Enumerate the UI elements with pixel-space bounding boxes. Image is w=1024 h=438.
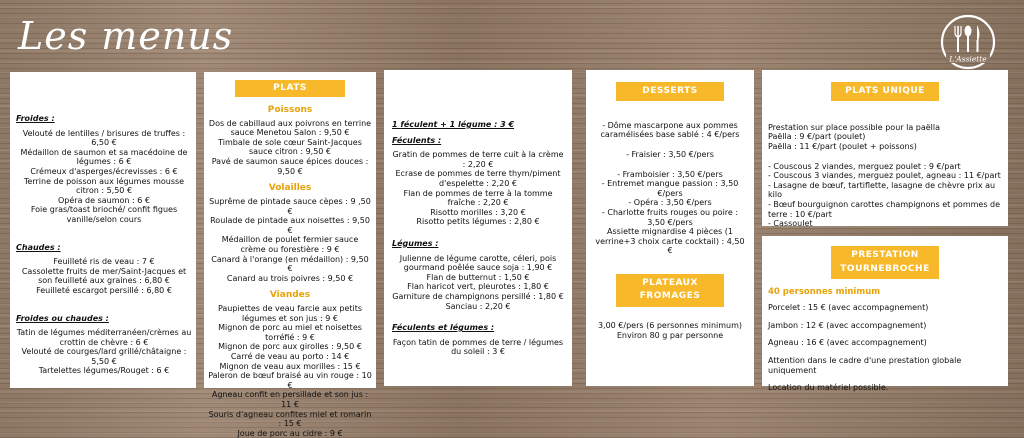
formula-title: 1 féculent + 1 légume : 3 € (392, 120, 515, 129)
list-item: - Lasagne de bœuf, tartiflette, lasagne de chèvre prix au kilo (768, 180, 996, 200)
chaudes-list (16, 257, 192, 295)
feculents-legumes-list (392, 338, 564, 357)
desserts-banner: DESSERTS (616, 82, 724, 101)
list-item: Sanciau : 2,20 € (445, 301, 511, 311)
list-item: Flan de pommes de terre à la tomme fraîche : 2,20 € (403, 188, 553, 208)
list-item: Opéra de saumon : 6 € (58, 195, 150, 205)
plateaux-banner (616, 274, 724, 307)
list-item: Agneau confit en persillade et son jus : 11 € (211, 390, 369, 410)
list-item: - Opéra : 3,50 €/pers (628, 198, 712, 208)
list-item: Environ 80 g par personne (616, 330, 724, 340)
list-item: Velouté de courges/lard grillé/châtaigne : 5,50 € (21, 347, 187, 366)
assiette-logo (940, 14, 996, 70)
list-item: - Framboisier : 3,50 €/pers (617, 169, 723, 179)
list-item: Paleron de bœuf braisé au vin rouge : 10 € (208, 371, 372, 390)
list-item: Canard à l'orange (en médaillon) : 9,50 € (211, 254, 369, 274)
desserts-list (592, 121, 748, 256)
list-item: Façon tatin de pommes de terre / légumes du soleil : 3 € (392, 337, 564, 357)
plats-banner: PLATS (235, 80, 345, 97)
prestation-banner-line2: TOURNEBROCHE (840, 263, 930, 274)
list-item: Paupiettes de veau farcie aux petits légumes et son jus : 9 € (217, 304, 363, 323)
list-item: - Fraisier : 3,50 €/pers (626, 149, 714, 159)
list-item: Porcelet : 15 € (avec accompagnement) (768, 303, 929, 313)
list-item: Gratin de pommes de terre cuit à la crème : 2,20 € (392, 150, 564, 169)
list-item: Julienne de légume carotte, céleri, pois gourmand poêlée sauce soja : 1,90 € (399, 253, 557, 273)
list-item: Paëlla : 9 €/part (poulet) (768, 132, 866, 142)
list-item: Tatin de légumes méditerranéen/crèmes au crottin de chèvre : 6 € (16, 328, 192, 347)
froides-chaudes-list (16, 328, 192, 376)
desserts-panel (586, 70, 754, 386)
prestation-banner (831, 246, 939, 279)
minimum-label: 40 personnes minimum (768, 287, 881, 297)
list-item: - Couscous 3 viandes, merguez poulet, agneau : 11 €/part (768, 171, 1001, 181)
feculents-legumes-title: Féculents et légumes : (392, 323, 495, 333)
list-item: Tartelettes légumes/Rouget : 6 € (38, 366, 170, 376)
list-item: Souris d'agneau confites miel et romarin : 15 € (208, 409, 372, 429)
list-item: Velouté de lentilles / brisures de truffes : 6,50 € (22, 128, 186, 148)
page-title: Les menus (18, 14, 234, 58)
plats-panel (204, 72, 376, 438)
plateaux-banner-line1: PLATEAUX (642, 277, 698, 288)
prestation-banner-line1: PRESTATION (851, 250, 919, 260)
list-item: Cassolette fruits de mer/Saint-Jacques et son feuilleté aux graines : 6,80 € (21, 266, 187, 286)
list-item: Garniture de champignons persillé : 1,80 € (392, 291, 564, 301)
list-item: Médaillon de poulet fermier sauce crème ou forestière : 9 € (221, 235, 359, 254)
list-item: Location du matériel possible. (768, 383, 889, 393)
plateaux-list (592, 321, 748, 340)
list-item: Roulade de pintade aux noisettes : 9,50 € (210, 216, 370, 235)
list-item: Paëlla : 11 €/part (poulet + poissons) (768, 141, 917, 151)
legumes-list (392, 254, 564, 312)
poissons-list (208, 119, 372, 177)
poissons-title: Poissons (267, 104, 313, 115)
list-item: Dos de cabillaud aux poivrons en terrine sauce Menetou Salon : 9,50 € (208, 118, 372, 138)
volailles-title: Volailles (268, 183, 312, 194)
list-item: Agneau : 16 € (avec accompagnement) (768, 338, 927, 348)
list-item: Crémeux d'asperges/écrevisses : 6 € (30, 166, 178, 176)
froides-title: Froides : (16, 114, 55, 123)
accompagnements-panel (384, 70, 572, 386)
list-item: Jambon : 12 € (avec accompagnement) (768, 320, 927, 330)
list-item: - Bœuf bourguignon carottes champignons et pommes de terre : 10 €/part (768, 199, 1001, 219)
list-item: - Couscous 2 viandes, merguez poulet : 9 €/part (768, 161, 961, 171)
list-item: Foie gras/toast brioché/ confit figues vanille/selon cours (30, 205, 178, 224)
plateaux-banner-line2: FROMAGES (639, 291, 701, 302)
logo-text: L'Assiette (949, 54, 987, 64)
list-item: 3,00 €/pers (6 personnes minimum) (597, 320, 743, 330)
list-item: Timbale de sole cœur Saint-Jacques sauce citron : 9,50 € (218, 137, 362, 157)
list-item: Carré de veau au porto : 14 € (230, 352, 350, 362)
list-item: Prestation sur place possible pour la paëlla (768, 122, 941, 132)
list-item: - Charlotte fruits rouges ou poire : 3,50 €/pers (601, 207, 739, 227)
entrees-panel (10, 72, 196, 388)
list-item: Flan haricot vert, pleurotes : 1,80 € (407, 282, 549, 292)
feculents-list (392, 150, 564, 227)
list-item: Assiette mignardise 4 pièces (1 verrine+3 choix carte cocktail) : 4,50 € (595, 227, 745, 256)
list-item: - Dôme mascarpone aux pommes caramélisées base sablé : 4 €/pers (600, 120, 740, 140)
list-item: Risotto petits légumes : 2,80 € (416, 217, 540, 227)
prestation-list (768, 303, 1002, 393)
plats-unique-banner: PLATS UNIQUE (831, 82, 939, 101)
list-item: Terrine de poisson aux légumes mousse citron : 5,50 € (23, 176, 185, 196)
list-item: Feuilleté ris de veau : 7 € (53, 257, 155, 267)
list-item: Médaillon de saumon et sa macédoine de légumes : 6 € (20, 147, 188, 167)
plats-unique-intro (768, 123, 1002, 152)
viandes-title: Viandes (269, 290, 311, 301)
list-item: Mignon de porc au miel et noisettes torréfié : 9 € (218, 323, 362, 342)
list-item: - Entremet mangue passion : 3,50 €/pers (601, 179, 739, 198)
list-item: Risotto morilles : 3,20 € (430, 207, 526, 217)
legumes-title: Légumes : (392, 238, 439, 248)
list-item: Canard au trois poivres : 9,50 € (226, 273, 354, 283)
prestation-panel (762, 236, 1008, 393)
feculents-title: Féculents : (392, 135, 442, 145)
list-item: Pavé de saumon sauce épices douces : 9,50 € (211, 156, 369, 176)
list-item: Suprême de pintade sauce cèpes : 9 ,50 € (209, 196, 371, 216)
froides-chaudes-title: Froides ou chaudes : (16, 313, 109, 323)
chaudes-title: Chaudes : (16, 242, 61, 252)
list-item: - Cassoulet (768, 219, 813, 229)
list-item: Ecrase de pommes de terre thym/piment d'espelette : 2,20 € (395, 169, 561, 188)
list-item: Mignon de porc aux girolles : 9,50 € (218, 342, 362, 352)
list-item: Joue de porc au cidre : 9 € (237, 428, 343, 438)
list-item: Flan de butternut : 1,50 € (426, 272, 530, 282)
list-item: Feuilleté escargot persillé : 6,80 € (36, 285, 172, 295)
plats-unique-list (768, 162, 1002, 229)
volailles-list (208, 197, 372, 283)
viandes-list (208, 304, 372, 438)
list-item: Attention dans le cadre d'une prestation globale uniquement (768, 355, 962, 375)
list-item: Mignon de veau aux morilles : 15 € (219, 361, 361, 371)
froides-list (16, 129, 192, 225)
plats-unique-panel (762, 70, 1008, 229)
